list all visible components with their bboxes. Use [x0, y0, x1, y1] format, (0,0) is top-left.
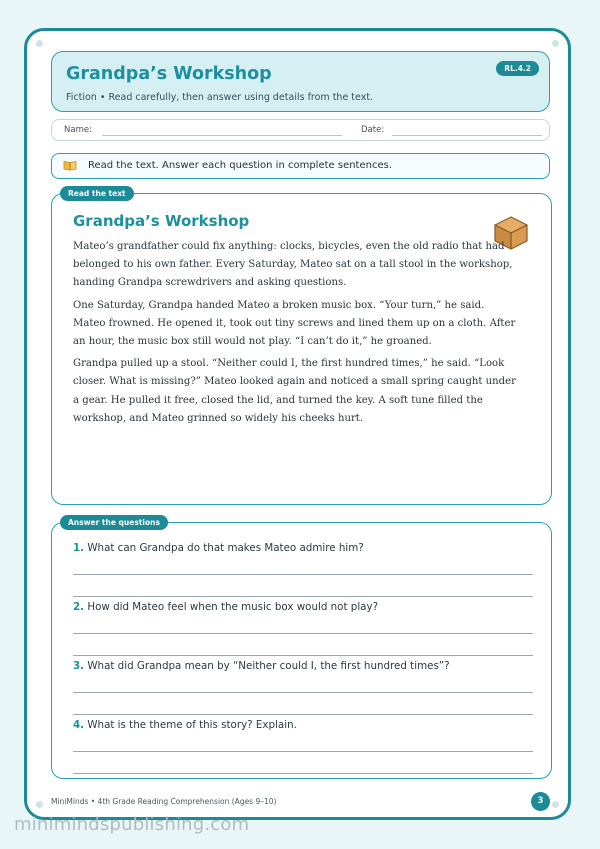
- story-paragraph: One Saturday, Grandpa handed Mateo a broken music box. “Your turn,” he said. Mateo frowned. He opened it, took out tiny screws and lined them up on a cloth. After an hour, the music box still would not play. “I can’t do it,” he groaned.: [73, 299, 516, 348]
- question-text: What can Grandpa do that makes Mateo admire him?: [87, 542, 364, 554]
- question-text: What did Grandpa mean by “Neither could I, the first hundred times”?: [87, 660, 450, 672]
- book-icon: [63, 160, 77, 171]
- answer-line[interactable]: [73, 574, 533, 575]
- question-1: [73, 542, 364, 554]
- reading-panel: [51, 189, 552, 505]
- corner-dot: [552, 801, 559, 808]
- footer-text: MiniMinds • 4th Grade Reading Comprehension (Ages 9–10): [51, 797, 277, 806]
- watermark: minimindspublishing.com: [14, 814, 250, 835]
- answer-line[interactable]: [73, 773, 533, 774]
- page-subtitle: Fiction • Read carefully, then answer using details from the text.: [66, 92, 374, 103]
- date-field[interactable]: [392, 135, 542, 136]
- question-text: What is the theme of this story? Explain.: [87, 719, 297, 731]
- questions-panel: [51, 518, 552, 779]
- answer-line[interactable]: [73, 751, 533, 752]
- question-3: [73, 660, 450, 672]
- story-text: [73, 238, 519, 432]
- name-label: Name:: [64, 125, 92, 135]
- question-text: How did Mateo feel when the music box would not play?: [87, 601, 379, 613]
- corner-dot: [36, 801, 43, 808]
- answer-line[interactable]: [73, 596, 533, 597]
- answer-line[interactable]: [73, 692, 533, 693]
- reading-tag: Read the text: [60, 186, 134, 201]
- page-title: Grandpa’s Workshop: [66, 64, 272, 84]
- story-paragraph: Grandpa pulled up a stool. “Neither could I, the first hundred times,” he said. “Look closer. What is missing?” Mateo looked again and noticed a small spring caught under a gear. He pulled it free, closed the lid, and turned the key. A soft tune filled the workshop, and Mateo grinned so widely his cheeks hurt.: [73, 358, 516, 424]
- name-field[interactable]: [102, 135, 342, 136]
- date-label: Date:: [361, 125, 385, 135]
- standard-badge: RL.4.2: [496, 61, 539, 76]
- answer-line[interactable]: [73, 633, 533, 634]
- question-number: 2.: [73, 601, 85, 613]
- questions-tag: Answer the questions: [60, 515, 168, 530]
- worksheet-header: [51, 51, 550, 112]
- instructions-text: Read the text. Answer each question in complete sentences.: [88, 160, 393, 171]
- name-date-box: [51, 119, 550, 141]
- instructions-box: [51, 153, 550, 179]
- question-number: 3.: [73, 660, 85, 672]
- question-number: 1.: [73, 542, 85, 554]
- answer-line[interactable]: [73, 655, 533, 656]
- question-4: [73, 719, 297, 731]
- corner-dot: [552, 40, 559, 47]
- question-2: [73, 601, 378, 613]
- story-title: Grandpa’s Workshop: [73, 212, 250, 230]
- page-number: 3: [531, 792, 550, 811]
- corner-dot: [36, 40, 43, 47]
- question-number: 4.: [73, 719, 85, 731]
- story-paragraph: Mateo’s grandfather could fix anything: clocks, bicycles, even the old radio that had belonged to his own father. Every Saturday, Mateo sat on a tall stool in the workshop, handing Grandpa screwdrivers and asking questions.: [73, 241, 513, 289]
- answer-line[interactable]: [73, 714, 533, 715]
- worksheet-page: [24, 28, 571, 820]
